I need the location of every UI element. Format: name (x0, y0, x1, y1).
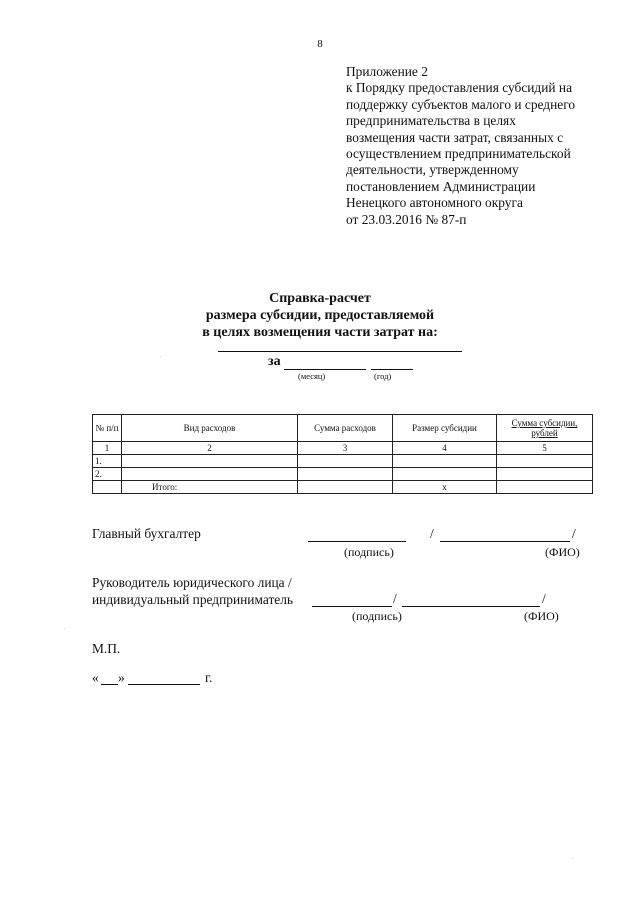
year-caption: (год) (374, 371, 392, 381)
table-cell (122, 455, 298, 468)
chief-accountant-label: Главный бухгалтер (92, 526, 201, 541)
day-blank-line (101, 684, 118, 685)
month-caption: (месяц) (298, 371, 326, 381)
head-signature-line (312, 606, 392, 607)
appendix-block (346, 64, 626, 228)
table-header-row (93, 415, 593, 442)
total-label: Итого: (122, 481, 298, 494)
table-cell (298, 455, 393, 468)
document-title (150, 290, 490, 341)
head-label-line2: индивидуальный предприниматель (92, 592, 294, 607)
month-blank-line (284, 369, 366, 370)
appendix-line: поддержку субъектов малого и среднего (346, 96, 576, 112)
appendix-line: постановлением Администрации (346, 178, 536, 194)
scan-speck: . (572, 855, 574, 861)
scan-speck: . (160, 353, 162, 359)
slash: / (572, 526, 576, 541)
column-number-row (93, 442, 593, 455)
table-cell (298, 468, 393, 481)
total-mark: х (393, 481, 497, 494)
column-number: 5 (497, 442, 593, 455)
table-row (93, 468, 593, 481)
row-number: 1. (93, 455, 122, 468)
appendix-line: к Порядку предоставления субсидий на (346, 80, 573, 96)
table-cell (497, 455, 593, 468)
table-cell (393, 455, 497, 468)
total-row (93, 481, 593, 494)
scan-speck: . (64, 625, 66, 631)
slash: / (542, 591, 546, 606)
table-cell (393, 468, 497, 481)
title-line: Справка-расчет (269, 291, 371, 306)
column-number: 2 (122, 442, 298, 455)
table-cell (497, 481, 593, 494)
slash: / (430, 526, 434, 541)
table-cell (122, 468, 298, 481)
chief-signature-line (308, 541, 406, 542)
name-caption: (ФИО) (545, 545, 580, 559)
month-year-blank-line (128, 684, 200, 685)
header-cell-number: № п/п (93, 415, 122, 442)
table-cell (93, 481, 122, 494)
appendix-line: деятельности, утвержденному (346, 162, 519, 178)
expenses-table (92, 414, 593, 494)
row-number: 2. (93, 468, 122, 481)
year-suffix: г. (205, 670, 213, 685)
head-label-line1: Руководитель юридического лица / (92, 575, 292, 590)
column-number: 4 (393, 442, 497, 455)
appendix-line: от 23.03.2016 № 87-п (346, 211, 467, 227)
appendix-line: предпринимательства в целях (346, 113, 516, 129)
stamp-label: М.П. (92, 641, 121, 656)
table-row (93, 455, 593, 468)
chief-name-line (440, 541, 570, 542)
date-open-quote: « (92, 670, 99, 685)
year-blank-line (371, 369, 413, 370)
header-cell-expense-type: Вид расходов (122, 415, 298, 442)
title-line: в целях возмещения части затрат на: (202, 325, 438, 340)
table-cell (497, 468, 593, 481)
name-caption: (ФИО) (524, 609, 559, 623)
purpose-blank-line (218, 351, 462, 352)
period-za-label: за (268, 354, 281, 369)
column-number: 3 (298, 442, 393, 455)
page-number: 8 (317, 38, 323, 50)
table-cell (298, 481, 393, 494)
appendix-line: осуществлением предпринимательской (346, 146, 571, 162)
header-cell-expense-sum: Сумма расходов (298, 415, 393, 442)
head-name-line (402, 606, 540, 607)
column-number: 1 (93, 442, 122, 455)
appendix-line: Приложение 2 (346, 64, 428, 79)
date-close-quote: » (118, 670, 125, 685)
header-cell-subsidy-sum: Сумма субсидии, рублей (497, 415, 593, 442)
title-line: размера субсидии, предоставляемой (205, 308, 435, 323)
header-cell-subsidy-size: Размер субсидии (393, 415, 497, 442)
appendix-line: Ненецкого автономного округа (346, 195, 523, 211)
appendix-line: возмещения части затрат, связанных с (346, 129, 564, 145)
signature-caption: (подпись) (344, 545, 394, 559)
signature-caption: (подпись) (352, 609, 402, 623)
slash: / (393, 591, 397, 606)
